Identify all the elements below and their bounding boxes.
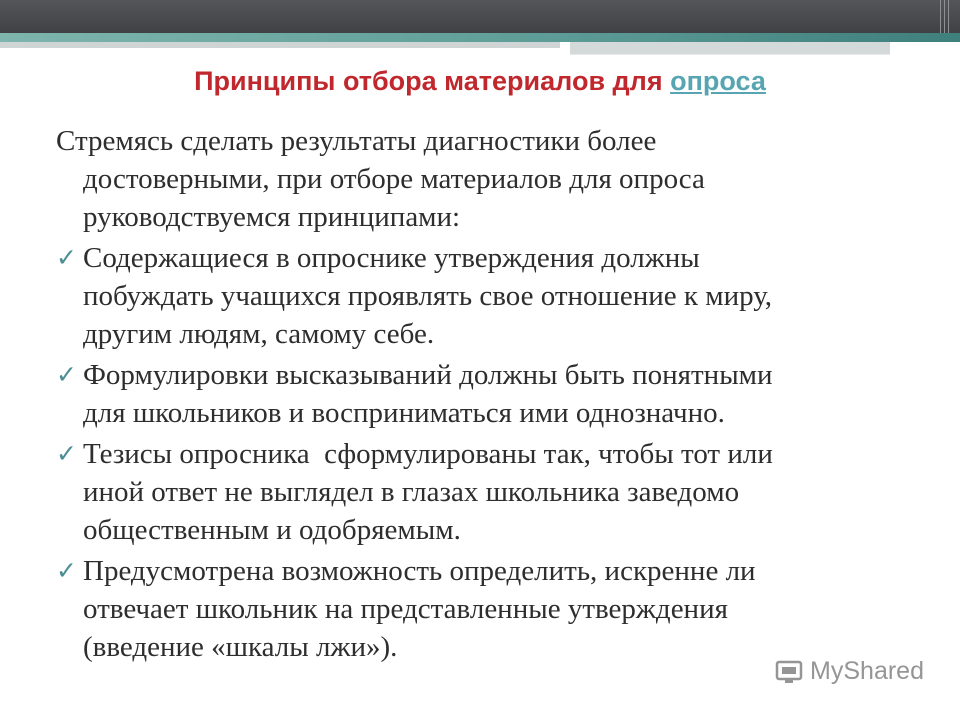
title-text: Принципы отбора материалов для xyxy=(194,66,663,96)
gray-strip-left xyxy=(0,42,560,48)
strip-gap xyxy=(560,42,570,56)
checkmark-icon: ✓ xyxy=(56,360,77,389)
checkmark-icon: ✓ xyxy=(56,439,77,468)
bullet-line: Предусмотрена возможность определить, искренне ли xyxy=(83,555,756,587)
intro-paragraph xyxy=(56,122,936,236)
bullet-line: побуждать учащихся проявлять свое отношение к миру, xyxy=(83,280,773,312)
intro-line: руководствуемся принципами: xyxy=(83,201,461,233)
mysh-logo-icon xyxy=(774,656,804,686)
corner-lines-decoration xyxy=(938,0,952,33)
bullet-line: другим людям, самому себе. xyxy=(83,318,435,350)
watermark-text: MyShared xyxy=(810,656,924,685)
intro-line: достоверными, при отборе материалов для опроса xyxy=(83,163,705,195)
bullet-line: Тезисы опросника сформулированы так, чтобы тот или xyxy=(83,438,773,470)
bullet-line: (введение «шкалы лжи»). xyxy=(83,631,398,663)
bullet-line: общественным и одобряемым. xyxy=(83,514,461,546)
bullet-line: Содержащиеся в опроснике утверждения должны xyxy=(83,242,700,274)
bullet-line: Формулировки высказываний должны быть понятными xyxy=(83,359,773,391)
slide-body xyxy=(56,122,936,666)
watermark xyxy=(774,656,924,686)
checkmark-icon: ✓ xyxy=(56,556,77,585)
bullet-line: отвечает школьник на представленные утверждения xyxy=(83,593,728,625)
accent-stripe xyxy=(0,33,960,42)
gray-strip-right xyxy=(570,42,890,55)
intro-line: Стремясь сделать результаты диагностики более xyxy=(56,125,657,157)
header-band xyxy=(0,0,960,33)
checkmark-icon: ✓ xyxy=(56,243,77,272)
bullet-item xyxy=(56,239,936,353)
bullet-line: для школьников и восприниматься ими однозначно. xyxy=(83,397,725,429)
bullet-item xyxy=(56,356,936,432)
bullet-item xyxy=(56,552,936,666)
title-link[interactable]: опроса xyxy=(670,66,766,96)
slide-title xyxy=(0,66,960,97)
bullet-item xyxy=(56,435,936,549)
bullet-line: иной ответ не выглядел в глазах школьника заведомо xyxy=(83,476,740,508)
